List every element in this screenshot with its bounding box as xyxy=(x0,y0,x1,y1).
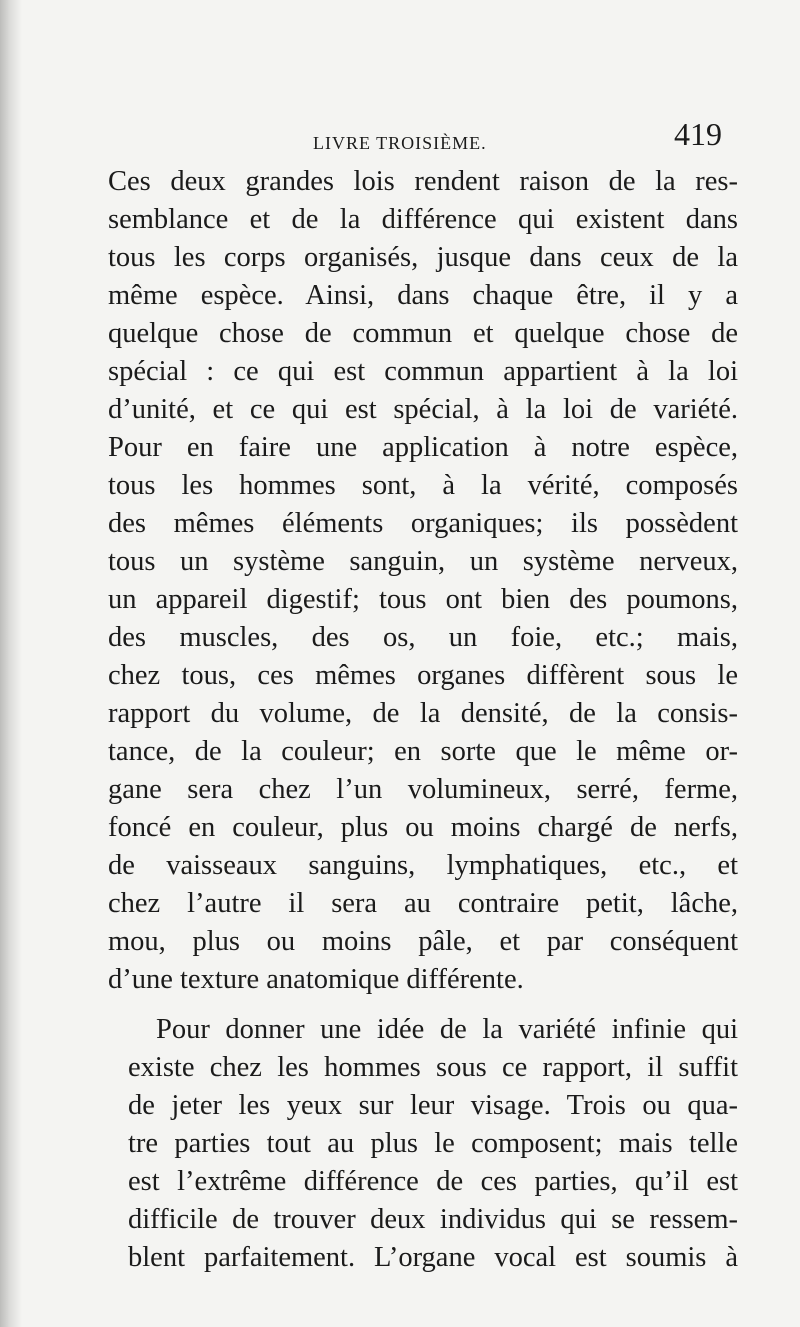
body-text xyxy=(108,163,738,1277)
text-line: de vaisseaux sanguins, lymphatiques, etc., et xyxy=(108,850,738,881)
text-line: spécial : ce qui est commun appartient à la loi xyxy=(108,356,738,387)
text-line: rapport du volume, de la densité, de la consis- xyxy=(108,698,738,729)
text-line: Pour donner une idée de la variété infinie qui xyxy=(156,1014,738,1045)
paragraph-1 xyxy=(108,163,738,999)
paragraph-gap xyxy=(108,999,738,1011)
text-line: chez l’autre il sera au contraire petit, lâche, xyxy=(108,888,738,919)
text-line: des muscles, des os, un foie, etc.; mais, xyxy=(108,622,738,653)
page-number: 419 xyxy=(674,116,722,152)
running-head: LIVRE TROISIÈME. xyxy=(313,133,487,153)
text-line: un appareil digestif; tous ont bien des poumons, xyxy=(108,584,738,615)
text-line: quelque chose de commun et quelque chose de xyxy=(108,318,738,349)
text-line: d’une texture anatomique différente. xyxy=(108,964,524,995)
text-line: tous les corps organisés, jusque dans ceux de la xyxy=(108,242,738,273)
text-line: d’unité, et ce qui est spécial, à la loi de variété. xyxy=(108,394,738,425)
text-line: tre parties tout au plus le composent; mais telle xyxy=(128,1128,738,1159)
text-line: existe chez les hommes sous ce rapport, il suffit xyxy=(128,1052,738,1083)
text-line: blent parfaitement. L’organe vocal est soumis à xyxy=(128,1242,738,1273)
text-line: des mêmes éléments organiques; ils possèdent xyxy=(108,508,738,539)
paragraph-2 xyxy=(108,1011,738,1277)
text-line: Ces deux grandes lois rendent raison de la res- xyxy=(108,166,738,197)
text-line: foncé en couleur, plus ou moins chargé de nerfs, xyxy=(108,812,738,843)
text-line: tous les hommes sont, à la vérité, composés xyxy=(108,470,738,501)
text-line: même espèce. Ainsi, dans chaque être, il y a xyxy=(108,280,738,311)
text-line: mou, plus ou moins pâle, et par conséquent xyxy=(108,926,738,957)
text-line: gane sera chez l’un volumineux, serré, ferme, xyxy=(108,774,738,805)
text-line: chez tous, ces mêmes organes diffèrent sous le xyxy=(108,660,738,691)
text-line: semblance et de la différence qui existent dans xyxy=(108,204,738,235)
text-line: tance, de la couleur; en sorte que le même or- xyxy=(108,736,738,767)
text-line: Pour en faire une application à notre espèce, xyxy=(108,432,738,463)
text-line: de jeter les yeux sur leur visage. Trois ou qua- xyxy=(128,1090,738,1121)
text-line: difficile de trouver deux individus qui se ressem- xyxy=(128,1204,738,1235)
text-line: est l’extrême différence de ces parties, qu’il est xyxy=(128,1166,738,1197)
text-line: tous un système sanguin, un système nerveux, xyxy=(108,546,738,577)
